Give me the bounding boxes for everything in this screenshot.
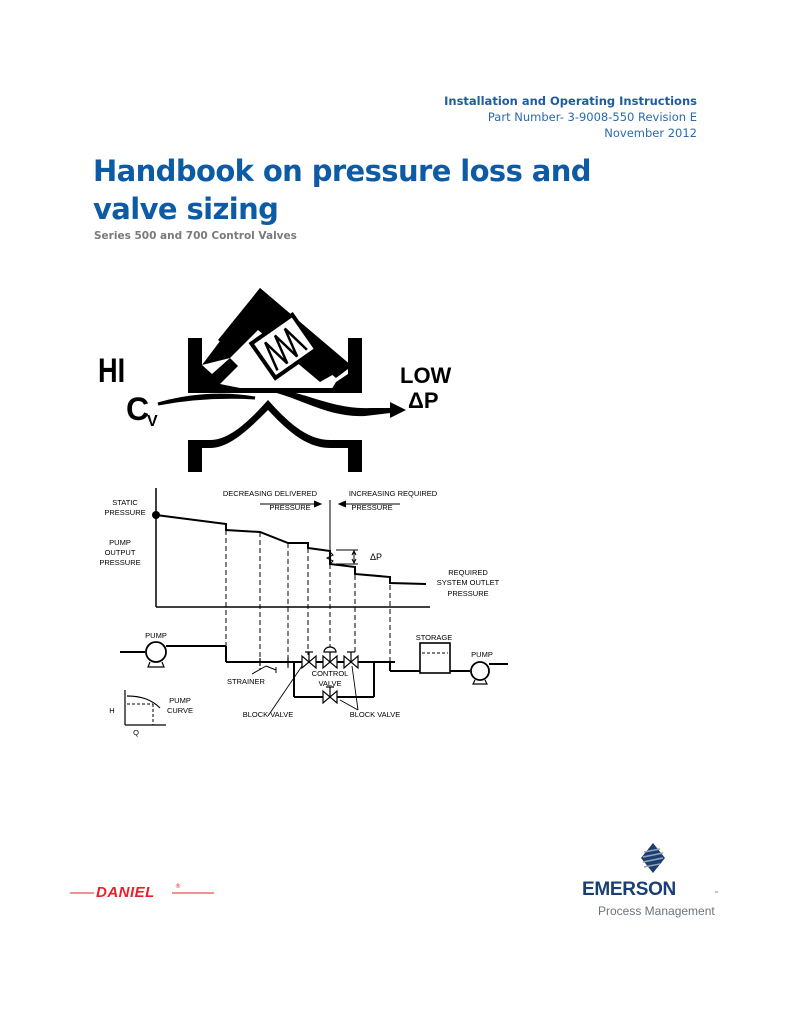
low-label: LOW (400, 363, 452, 388)
svg-text:STORAGE: STORAGE (415, 633, 453, 642)
svg-text:BLOCK VALVE: BLOCK VALVE (242, 710, 294, 719)
daniel-wordmark: DANIEL (96, 884, 155, 901)
pressure-gradient-chart (152, 488, 430, 670)
page-title: Handbook on pressure loss and valve sizing (93, 154, 591, 226)
svg-text:OUTPUT: OUTPUT (104, 548, 136, 557)
svg-text:ΔP: ΔP (369, 552, 383, 562)
svg-text:PRESSURE: PRESSURE (104, 508, 146, 517)
pump-curve-chart (125, 690, 166, 725)
svg-text:REQUIRED: REQUIRED (448, 568, 488, 577)
svg-text:PUMP: PUMP (109, 538, 131, 547)
svg-text:PUMP: PUMP (169, 696, 191, 705)
svg-text:Q: Q (133, 728, 139, 737)
svg-text:INCREASING REQUIRED: INCREASING REQUIRED (348, 489, 438, 498)
daniel-registered-mark: ® (175, 883, 181, 890)
svg-text:STRAINER: STRAINER (227, 677, 265, 686)
valve-diagram-illustration (90, 270, 530, 750)
svg-text:SYSTEM OUTLET: SYSTEM OUTLET (436, 578, 500, 587)
emerson-wordmark: EMERSON (582, 879, 676, 900)
storage-tank-icon (420, 643, 450, 673)
cv-subscript: V (147, 413, 158, 430)
control-valve-icon (323, 647, 337, 668)
pump-icon (146, 642, 166, 662)
svg-text:CURVE: CURVE (166, 706, 194, 715)
publication-date: November 2012 (604, 126, 697, 140)
pump-icon-right (471, 662, 489, 680)
svg-text:H: H (109, 706, 115, 715)
cv-label: C (126, 391, 150, 427)
svg-text:PRESSURE: PRESSURE (269, 503, 311, 512)
emerson-tm: ™ (714, 891, 719, 897)
svg-text:STATIC: STATIC (112, 498, 138, 507)
document-header (444, 93, 697, 141)
block-valve-icon (344, 652, 358, 668)
emerson-logo (580, 843, 725, 923)
daniel-logo (70, 878, 215, 902)
delta-p-label: ΔP (408, 388, 439, 413)
emerson-process-management: Process Management (598, 904, 715, 918)
svg-text:CONTROL: CONTROL (311, 669, 349, 678)
svg-text:PUMP: PUMP (471, 650, 493, 659)
svg-text:PRESSURE: PRESSURE (351, 503, 393, 512)
svg-text:BLOCK VALVE: BLOCK VALVE (349, 710, 401, 719)
block-valve-icon (302, 652, 316, 668)
valve-cross-section-icon (98, 288, 452, 472)
document-type: Installation and Operating Instructions (444, 94, 697, 108)
page-subtitle: Series 500 and 700 Control Valves (94, 230, 297, 242)
svg-text:PRESSURE: PRESSURE (447, 589, 489, 598)
svg-text:DECREASING DELIVERED: DECREASING DELIVERED (222, 489, 318, 498)
bypass-valve-icon (323, 687, 337, 703)
hi-label: HI (98, 351, 126, 390)
svg-text:PUMP: PUMP (145, 631, 167, 640)
cover-figure (90, 270, 530, 754)
svg-text:VALVE: VALVE (318, 679, 342, 688)
svg-text:PRESSURE: PRESSURE (99, 558, 141, 567)
part-number: Part Number- 3-9008-550 Revision E (487, 110, 697, 124)
